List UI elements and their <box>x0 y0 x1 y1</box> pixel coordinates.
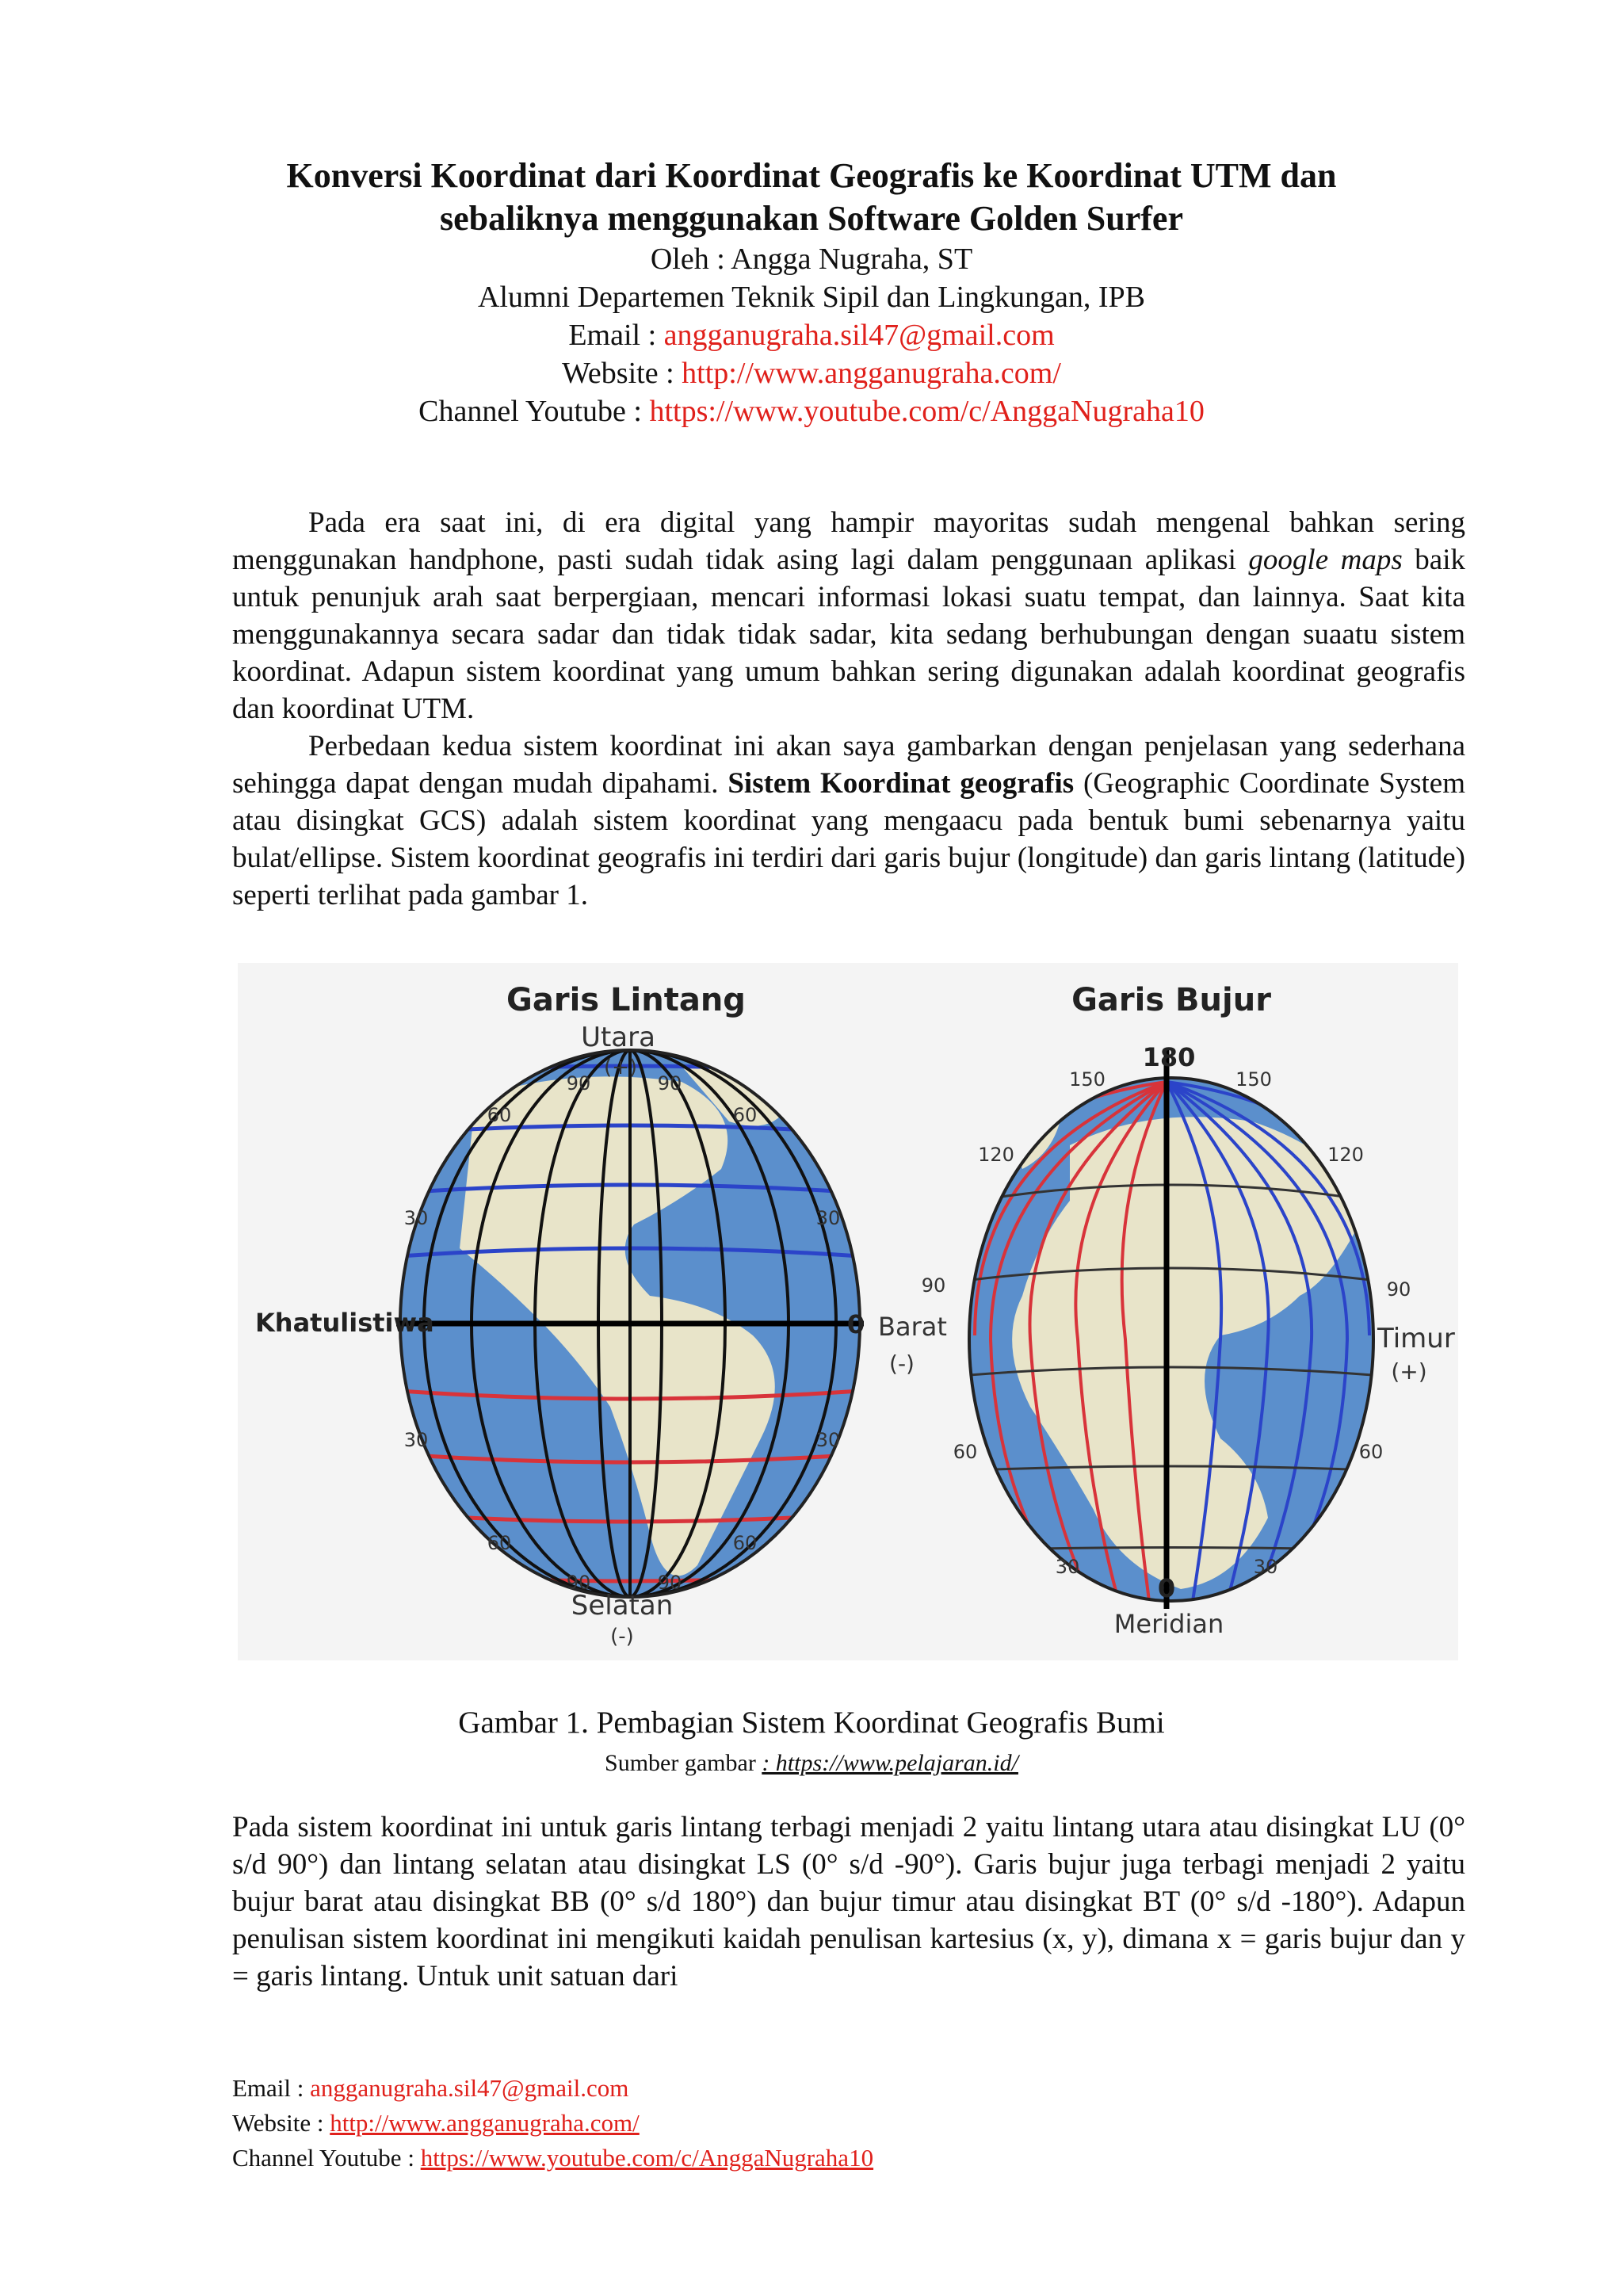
figure-globes <box>238 963 1458 1660</box>
label-lat-30-ne: 30 <box>815 1207 841 1229</box>
footer-youtube-label: Channel Youtube : <box>232 2144 421 2172</box>
label-timur: Timur <box>1377 1323 1455 1354</box>
paragraph-2 <box>232 728 1465 914</box>
label-lat-90-nw: 90 <box>566 1072 591 1095</box>
figure-source <box>0 1748 1623 1779</box>
document-header <box>0 155 1623 430</box>
longitude-title: Garis Bujur <box>1071 982 1271 1018</box>
label-lon-120-w: 120 <box>978 1144 1014 1166</box>
footer-website-line <box>232 2106 873 2141</box>
label-lat-90-sw: 90 <box>566 1572 591 1594</box>
footer-youtube-line <box>232 2141 873 2176</box>
affiliation-line: Alumni Departemen Teknik Sipil dan Lingkungan, IPB <box>477 281 1146 314</box>
label-khatulistiwa: Khatulistiwa <box>255 1308 434 1338</box>
author-line: Oleh : Angga Nugraha, ST <box>650 243 973 276</box>
paragraph-1-text-a: Pada era saat ini, di era digital yang hampir mayoritas sudah mengenal bahkan sering menggunakan handphone, pasti sudah tidak asing lagi dalam penggunaan aplikasi <box>232 506 1465 576</box>
label-lat-90-se: 90 <box>657 1572 682 1594</box>
label-meridian: Meridian <box>1113 1609 1224 1639</box>
page-footer <box>232 2071 873 2176</box>
label-barat-minus: (-) <box>889 1350 915 1377</box>
website-link[interactable]: http://www.angganugraha.com/ <box>682 357 1061 390</box>
figure-source-link[interactable]: : https://www.pelajaran.id/ <box>762 1750 1018 1776</box>
title-line-2: sebaliknya menggunakan Software Golden Surfer <box>440 199 1183 238</box>
email-line <box>0 316 1623 354</box>
label-selatan-minus: (-) <box>610 1625 634 1648</box>
youtube-label: Channel Youtube : <box>418 395 650 428</box>
paragraph-2-text-a: Perbedaan kedua sistem koordinat ini akan saya gambarkan dengan penjelasan yang sederhana sehingga dapat dengan mudah dipahami. <box>232 730 1465 800</box>
label-lon-30-e: 30 <box>1253 1556 1278 1578</box>
footer-website-label: Website : <box>232 2109 330 2137</box>
label-lon-90-w: 90 <box>921 1274 946 1297</box>
paragraph-2-text-b: (Geographic Coordinate System atau disingkat GCS) adalah sistem koordinat yang mengaacu pada bentuk bumi sebenarnya yaitu bulat/ellipse. Sistem koordinat geografis ini terdiri dari garis bujur (longitude) dan garis lintang (latitude) seperti terlihat pada gambar 1. <box>232 767 1465 911</box>
figure-caption: Gambar 1. Pembagian Sistem Koordinat Geografis Bumi <box>458 1706 1165 1740</box>
globes-illustration <box>238 963 1458 1660</box>
label-lat-30-nw: 30 <box>403 1207 429 1229</box>
label-utara: Utara <box>581 1022 655 1053</box>
youtube-line <box>0 392 1623 430</box>
label-lat-60-nw: 60 <box>487 1104 512 1126</box>
footer-email-link[interactable]: angganugraha.sil47@gmail.com <box>310 2074 629 2102</box>
label-lat-30-se: 30 <box>815 1429 841 1451</box>
label-lon-180: 180 <box>1142 1042 1196 1072</box>
label-timur-plus: (+) <box>1391 1358 1427 1385</box>
label-selatan: Selatan <box>571 1590 674 1622</box>
website-line <box>0 354 1623 392</box>
footer-youtube-link[interactable]: https://www.youtube.com/c/AnggaNugraha10 <box>420 2144 874 2172</box>
figure-source-label: Sumber gambar <box>605 1750 762 1776</box>
lat-lon-section <box>232 1809 1465 1995</box>
paragraph-3: Pada sistem koordinat ini untuk garis lintang terbagi menjadi 2 yaitu lintang utara atau disingkat LU (0° s/d 90°) dan lintang selatan atau disingkat LS (0° s/d -90°). Garis bujur juga terbagi menjadi 2 yaitu bujur barat atau disingkat BB (0° s/d 180°) dan bujur timur atau disingkat BT (0° s/d -180°). Adapun penulisan sistem koordinat ini mengikuti kaidah penulisan kartesius (x, y), dimana x = garis bujur dan y = garis lintang. Untuk unit satuan dari <box>232 1811 1465 1992</box>
label-lat-60-se: 60 <box>732 1532 758 1554</box>
youtube-link[interactable]: https://www.youtube.com/c/AnggaNugraha10 <box>649 395 1205 428</box>
label-equator-zero: 0 <box>846 1309 865 1339</box>
intro-section <box>232 504 1465 914</box>
label-lat-30-sw: 30 <box>403 1429 429 1451</box>
label-barat: Barat <box>878 1312 947 1342</box>
label-utara-plus: (+) <box>603 1056 638 1079</box>
footer-email-line <box>232 2071 873 2106</box>
paragraph-2-bold: Sistem Koordinat geografis <box>727 767 1075 800</box>
label-lat-90-ne: 90 <box>657 1072 682 1095</box>
email-link[interactable]: angganugraha.sil47@gmail.com <box>663 319 1055 352</box>
title-line-1: Konversi Koordinat dari Koordinat Geografis ke Koordinat UTM dan <box>286 156 1337 195</box>
latitude-globe <box>396 1050 864 1597</box>
label-lon-60-w: 60 <box>953 1441 978 1463</box>
label-lat-60-sw: 60 <box>487 1532 512 1554</box>
label-lon-150-w: 150 <box>1069 1068 1106 1091</box>
label-lon-60-e: 60 <box>1358 1441 1384 1463</box>
label-lon-90-e: 90 <box>1386 1278 1411 1301</box>
label-lon-120-e: 120 <box>1327 1144 1364 1166</box>
email-label: Email : <box>568 319 664 352</box>
label-lon-150-e: 150 <box>1235 1068 1272 1091</box>
label-lat-60-ne: 60 <box>732 1104 758 1126</box>
footer-email-label: Email : <box>232 2074 311 2102</box>
latitude-title: Garis Lintang <box>506 982 746 1018</box>
paragraph-1-text-b: baik untuk penunjuk arah saat berpergiaan, mencari informasi lokasi suatu tempat, dan lainnya. Saat kita menggunakannya secara sadar dan tidak tidak sadar, kita sedang berhubungan dengan suaatu sistem koordinat. Adapun sistem koordinat yang umum bahkan sering digunakan adalah koordinat geografis dan koordinat UTM. <box>232 544 1466 725</box>
paragraph-1-italic: google maps <box>1248 544 1403 576</box>
label-meridian-zero: 0 <box>1157 1573 1176 1603</box>
footer-website-link[interactable]: http://www.angganugraha.com/ <box>330 2109 640 2137</box>
website-label: Website : <box>562 357 682 390</box>
paragraph-1 <box>232 504 1465 728</box>
label-lon-30-w: 30 <box>1055 1556 1080 1578</box>
